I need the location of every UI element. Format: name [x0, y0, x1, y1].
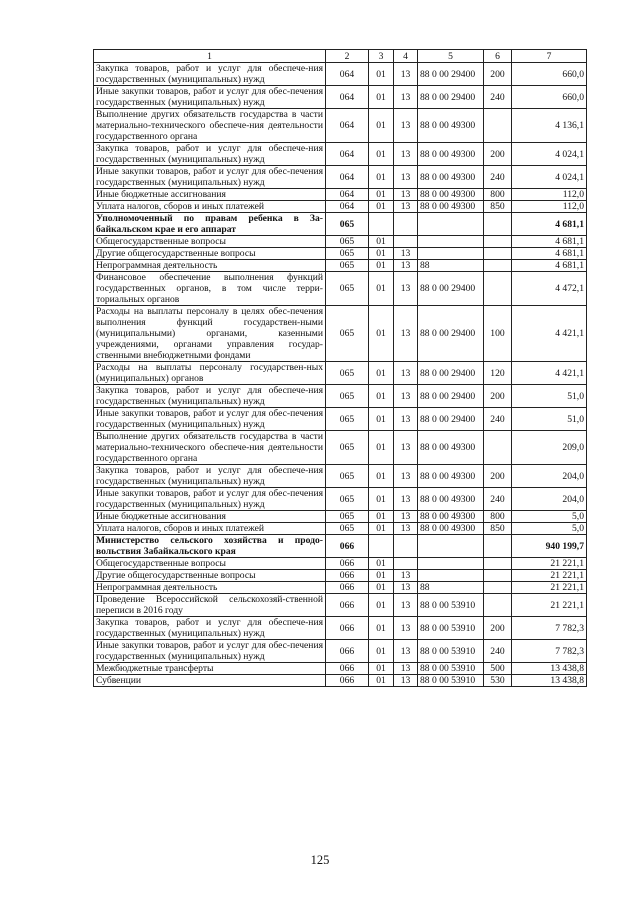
ministry-code-cell: 066	[326, 570, 369, 582]
item-name-cell: Закупка товаров, работ и услуг для обеспече-ния государственных (муниципальных) нужд	[94, 63, 326, 86]
item-name-cell: Уплата налогов, сборов и иных платежей	[94, 523, 326, 535]
table-row	[94, 663, 587, 675]
item-name-cell: Иные закупки товаров, работ и услуг для обес-печения государственных (муниципальных) нужд	[94, 488, 326, 511]
amount-cell: 4 421,1	[512, 362, 587, 385]
item-name-cell: Выполнение других обязательств государства в части материально-технического обеспече-ния деятельности государственного органа	[94, 109, 326, 143]
ministry-code-cell: 064	[326, 143, 369, 166]
target-article-cell: 88 0 00 53910	[418, 594, 484, 617]
item-name-cell: Закупка товаров, работ и услуг для обеспече-ния государственных (муниципальных) нужд	[94, 385, 326, 408]
ministry-code-cell: 065	[326, 362, 369, 385]
expense-type-cell: 100	[484, 306, 512, 362]
table-row	[94, 63, 587, 86]
section-cell	[369, 213, 394, 236]
expense-type-cell: 120	[484, 362, 512, 385]
target-article-cell: 88 0 00 49300	[418, 189, 484, 201]
subsection-cell: 13	[394, 408, 418, 431]
target-article-cell: 88 0 00 49300	[418, 166, 484, 189]
subsection-cell: 13	[394, 675, 418, 687]
target-article-cell	[418, 248, 484, 260]
ministry-code-cell: 065	[326, 511, 369, 523]
ministry-code-cell: 065	[326, 408, 369, 431]
expense-type-cell: 200	[484, 63, 512, 86]
subsection-cell	[394, 558, 418, 570]
amount-cell: 13 438,8	[512, 675, 587, 687]
expense-type-cell	[484, 260, 512, 272]
amount-cell: 4 681,1	[512, 248, 587, 260]
target-article-cell: 88 0 00 53910	[418, 663, 484, 675]
expense-type-cell	[484, 236, 512, 248]
item-name-cell: Общегосударственные вопросы	[94, 558, 326, 570]
subsection-cell: 13	[394, 189, 418, 201]
item-name-cell: Уполномоченный по правам ребенка в За-байкальском крае и его аппарат	[94, 213, 326, 236]
table-row	[94, 385, 587, 408]
table-row	[94, 465, 587, 488]
section-cell: 01	[369, 362, 394, 385]
amount-cell: 4 681,1	[512, 213, 587, 236]
section-cell: 01	[369, 236, 394, 248]
item-name-cell: Выполнение других обязательств государства в части материально-технического обеспече-ния деятельности государственного органа	[94, 431, 326, 465]
section-cell: 01	[369, 189, 394, 201]
table-row	[94, 362, 587, 385]
ministry-code-cell: 065	[326, 488, 369, 511]
target-article-cell	[418, 213, 484, 236]
ministry-code-cell: 065	[326, 523, 369, 535]
target-article-cell: 88 0 00 29400	[418, 385, 484, 408]
column-header: 1	[94, 50, 326, 63]
target-article-cell	[418, 535, 484, 558]
subsection-cell: 13	[394, 431, 418, 465]
expense-type-cell: 240	[484, 408, 512, 431]
target-article-cell: 88 0 00 29400	[418, 408, 484, 431]
section-cell: 01	[369, 143, 394, 166]
column-header: 4	[394, 50, 418, 63]
amount-cell: 4 024,1	[512, 166, 587, 189]
expense-type-cell: 240	[484, 488, 512, 511]
item-name-cell: Финансовое обеспечение выполнения функций государственных органов, в том числе терри-ториальных органов	[94, 272, 326, 306]
target-article-cell: 88	[418, 582, 484, 594]
ministry-code-cell: 065	[326, 236, 369, 248]
table-row	[94, 582, 587, 594]
section-cell: 01	[369, 306, 394, 362]
item-name-cell: Закупка товаров, работ и услуг для обеспече-ния государственных (муниципальных) нужд	[94, 617, 326, 640]
expense-type-cell: 850	[484, 523, 512, 535]
ministry-code-cell: 064	[326, 63, 369, 86]
section-cell: 01	[369, 86, 394, 109]
section-cell: 01	[369, 248, 394, 260]
expense-type-cell: 200	[484, 617, 512, 640]
column-header: 5	[418, 50, 484, 63]
item-name-cell: Межбюджетные трансферты	[94, 663, 326, 675]
item-name-cell: Иные закупки товаров, работ и услуг для обес-печения государственных (муниципальных) нужд	[94, 640, 326, 663]
amount-cell: 4 681,1	[512, 236, 587, 248]
subsection-cell: 13	[394, 166, 418, 189]
ministry-code-cell: 064	[326, 189, 369, 201]
amount-cell: 204,0	[512, 465, 587, 488]
expense-type-cell: 240	[484, 86, 512, 109]
section-cell: 01	[369, 594, 394, 617]
expense-type-cell: 850	[484, 201, 512, 213]
section-cell: 01	[369, 272, 394, 306]
subsection-cell: 13	[394, 640, 418, 663]
subsection-cell	[394, 535, 418, 558]
item-name-cell: Непрограммная деятельность	[94, 260, 326, 272]
amount-cell: 660,0	[512, 63, 587, 86]
amount-cell: 4 681,1	[512, 260, 587, 272]
table-row	[94, 594, 587, 617]
ministry-code-cell: 065	[326, 213, 369, 236]
item-name-cell: Иные закупки товаров, работ и услуг для обес-печения государственных (муниципальных) нужд	[94, 166, 326, 189]
section-cell: 01	[369, 385, 394, 408]
section-cell: 01	[369, 617, 394, 640]
subsection-cell: 13	[394, 570, 418, 582]
section-cell: 01	[369, 63, 394, 86]
item-name-cell: Иные бюджетные ассигнования	[94, 189, 326, 201]
subsection-cell: 13	[394, 86, 418, 109]
subsection-cell: 13	[394, 488, 418, 511]
ministry-code-cell: 066	[326, 675, 369, 687]
column-header: 7	[512, 50, 587, 63]
target-article-cell	[418, 236, 484, 248]
subsection-cell: 13	[394, 465, 418, 488]
ministry-code-cell: 065	[326, 260, 369, 272]
ministry-code-cell: 066	[326, 594, 369, 617]
target-article-cell: 88 0 00 53910	[418, 675, 484, 687]
ministry-code-cell: 065	[326, 248, 369, 260]
amount-cell: 209,0	[512, 431, 587, 465]
amount-cell: 21 221,1	[512, 558, 587, 570]
amount-cell: 4 421,1	[512, 306, 587, 362]
target-article-cell: 88 0 00 49300	[418, 465, 484, 488]
ministry-code-cell: 066	[326, 640, 369, 663]
target-article-cell: 88	[418, 260, 484, 272]
table-row	[94, 617, 587, 640]
table-row	[94, 640, 587, 663]
subsection-cell: 13	[394, 201, 418, 213]
section-cell: 01	[369, 511, 394, 523]
section-cell: 01	[369, 663, 394, 675]
table-row	[94, 189, 587, 201]
section-cell: 01	[369, 640, 394, 663]
amount-cell: 112,0	[512, 189, 587, 201]
section-cell: 01	[369, 488, 394, 511]
ministry-code-cell: 064	[326, 86, 369, 109]
table-row	[94, 570, 587, 582]
subsection-cell: 13	[394, 306, 418, 362]
amount-cell: 940 199,7	[512, 535, 587, 558]
target-article-cell: 88 0 00 49300	[418, 431, 484, 465]
ministry-code-cell: 065	[326, 431, 369, 465]
item-name-cell: Субвенции	[94, 675, 326, 687]
expense-type-cell: 530	[484, 675, 512, 687]
amount-cell: 112,0	[512, 201, 587, 213]
ministry-code-cell: 064	[326, 201, 369, 213]
subsection-cell	[394, 236, 418, 248]
section-cell: 01	[369, 408, 394, 431]
subsection-cell: 13	[394, 523, 418, 535]
target-article-cell: 88 0 00 29400	[418, 362, 484, 385]
expense-type-cell: 800	[484, 511, 512, 523]
item-name-cell: Иные закупки товаров, работ и услуг для обес-печения государственных (муниципальных) нужд	[94, 408, 326, 431]
subsection-cell: 13	[394, 663, 418, 675]
target-article-cell: 88 0 00 53910	[418, 617, 484, 640]
table-row	[94, 523, 587, 535]
target-article-cell: 88 0 00 29400	[418, 63, 484, 86]
subsection-cell: 13	[394, 63, 418, 86]
amount-cell: 21 221,1	[512, 594, 587, 617]
expense-type-cell	[484, 213, 512, 236]
target-article-cell: 88 0 00 29400	[418, 86, 484, 109]
table-header-row	[94, 50, 587, 63]
subsection-cell: 13	[394, 385, 418, 408]
subsection-cell: 13	[394, 248, 418, 260]
target-article-cell: 88 0 00 29400	[418, 306, 484, 362]
section-cell: 01	[369, 582, 394, 594]
target-article-cell: 88 0 00 29400	[418, 272, 484, 306]
expense-type-cell: 800	[484, 189, 512, 201]
table-row	[94, 535, 587, 558]
amount-cell: 7 782,3	[512, 617, 587, 640]
target-article-cell: 88 0 00 53910	[418, 640, 484, 663]
expense-type-cell	[484, 582, 512, 594]
amount-cell: 7 782,3	[512, 640, 587, 663]
ministry-code-cell: 066	[326, 582, 369, 594]
amount-cell: 4 472,1	[512, 272, 587, 306]
item-name-cell: Общегосударственные вопросы	[94, 236, 326, 248]
item-name-cell: Другие общегосударственные вопросы	[94, 570, 326, 582]
subsection-cell: 13	[394, 109, 418, 143]
section-cell: 01	[369, 523, 394, 535]
section-cell: 01	[369, 201, 394, 213]
section-cell: 01	[369, 675, 394, 687]
expense-type-cell	[484, 594, 512, 617]
ministry-code-cell: 064	[326, 166, 369, 189]
item-name-cell: Расходы на выплаты персоналу в целях обес-печения выполнения функций государствен-ными (муниципальными) органами, казенными учреждениями, органами управления государ-ственными внебюджетными фондами	[94, 306, 326, 362]
table-row	[94, 86, 587, 109]
subsection-cell: 13	[394, 511, 418, 523]
amount-cell: 5,0	[512, 523, 587, 535]
amount-cell: 51,0	[512, 385, 587, 408]
table-row	[94, 431, 587, 465]
subsection-cell: 13	[394, 362, 418, 385]
amount-cell: 21 221,1	[512, 570, 587, 582]
item-name-cell: Иные закупки товаров, работ и услуг для обес-печения государственных (муниципальных) нужд	[94, 86, 326, 109]
subsection-cell: 13	[394, 272, 418, 306]
ministry-code-cell: 064	[326, 109, 369, 143]
subsection-cell	[394, 213, 418, 236]
expense-type-cell	[484, 570, 512, 582]
amount-cell: 51,0	[512, 408, 587, 431]
column-header: 3	[369, 50, 394, 63]
ministry-code-cell: 066	[326, 617, 369, 640]
amount-cell: 21 221,1	[512, 582, 587, 594]
expense-type-cell	[484, 431, 512, 465]
item-name-cell: Иные бюджетные ассигнования	[94, 511, 326, 523]
section-cell: 01	[369, 570, 394, 582]
expense-type-cell	[484, 109, 512, 143]
table-row	[94, 306, 587, 362]
ministry-code-cell: 066	[326, 558, 369, 570]
ministry-code-cell: 065	[326, 272, 369, 306]
item-name-cell: Министерство сельского хозяйства и продо-вольствия Забайкальского края	[94, 535, 326, 558]
section-cell: 01	[369, 465, 394, 488]
ministry-code-cell: 066	[326, 663, 369, 675]
column-header: 6	[484, 50, 512, 63]
section-cell: 01	[369, 109, 394, 143]
expense-type-cell	[484, 558, 512, 570]
target-article-cell: 88 0 00 49300	[418, 109, 484, 143]
section-cell: 01	[369, 558, 394, 570]
expense-type-cell	[484, 272, 512, 306]
page-number: 125	[310, 853, 330, 867]
expense-type-cell	[484, 248, 512, 260]
target-article-cell: 88 0 00 49300	[418, 523, 484, 535]
section-cell: 01	[369, 260, 394, 272]
table-row	[94, 408, 587, 431]
item-name-cell: Уплата налогов, сборов и иных платежей	[94, 201, 326, 213]
amount-cell: 4 024,1	[512, 143, 587, 166]
ministry-code-cell: 065	[326, 306, 369, 362]
table-row	[94, 248, 587, 260]
item-name-cell: Проведение Всероссийской сельскохозяй-ственной переписи в 2016 году	[94, 594, 326, 617]
ministry-code-cell: 065	[326, 385, 369, 408]
subsection-cell: 13	[394, 582, 418, 594]
subsection-cell: 13	[394, 260, 418, 272]
expense-type-cell	[484, 535, 512, 558]
column-header: 2	[326, 50, 369, 63]
expense-type-cell: 240	[484, 640, 512, 663]
target-article-cell: 88 0 00 49300	[418, 511, 484, 523]
table-body	[94, 63, 587, 687]
amount-cell: 4 136,1	[512, 109, 587, 143]
table-row	[94, 675, 587, 687]
amount-cell: 13 438,8	[512, 663, 587, 675]
ministry-code-cell: 066	[326, 535, 369, 558]
target-article-cell: 88 0 00 49300	[418, 143, 484, 166]
budget-table	[93, 49, 587, 687]
section-cell: 01	[369, 431, 394, 465]
table-row	[94, 201, 587, 213]
table-row	[94, 488, 587, 511]
target-article-cell: 88 0 00 49300	[418, 488, 484, 511]
subsection-cell: 13	[394, 617, 418, 640]
item-name-cell: Закупка товаров, работ и услуг для обеспече-ния государственных (муниципальных) нужд	[94, 465, 326, 488]
table-row	[94, 236, 587, 248]
expense-type-cell: 240	[484, 166, 512, 189]
item-name-cell: Непрограммная деятельность	[94, 582, 326, 594]
expense-type-cell: 200	[484, 385, 512, 408]
table-row	[94, 143, 587, 166]
expense-type-cell: 500	[484, 663, 512, 675]
target-article-cell	[418, 558, 484, 570]
table-row	[94, 109, 587, 143]
amount-cell: 660,0	[512, 86, 587, 109]
ministry-code-cell: 065	[326, 465, 369, 488]
item-name-cell: Закупка товаров, работ и услуг для обеспече-ния государственных (муниципальных) нужд	[94, 143, 326, 166]
item-name-cell: Расходы на выплаты персоналу государствен-ных (муниципальных) органов	[94, 362, 326, 385]
table-row	[94, 260, 587, 272]
expense-type-cell: 200	[484, 143, 512, 166]
amount-cell: 5,0	[512, 511, 587, 523]
table-row	[94, 272, 587, 306]
target-article-cell	[418, 570, 484, 582]
section-cell	[369, 535, 394, 558]
subsection-cell: 13	[394, 143, 418, 166]
item-name-cell: Другие общегосударственные вопросы	[94, 248, 326, 260]
table-row	[94, 213, 587, 236]
expense-type-cell: 200	[484, 465, 512, 488]
table-row	[94, 511, 587, 523]
section-cell: 01	[369, 166, 394, 189]
amount-cell: 204,0	[512, 488, 587, 511]
table-row	[94, 558, 587, 570]
target-article-cell: 88 0 00 49300	[418, 201, 484, 213]
subsection-cell: 13	[394, 594, 418, 617]
table-row	[94, 166, 587, 189]
